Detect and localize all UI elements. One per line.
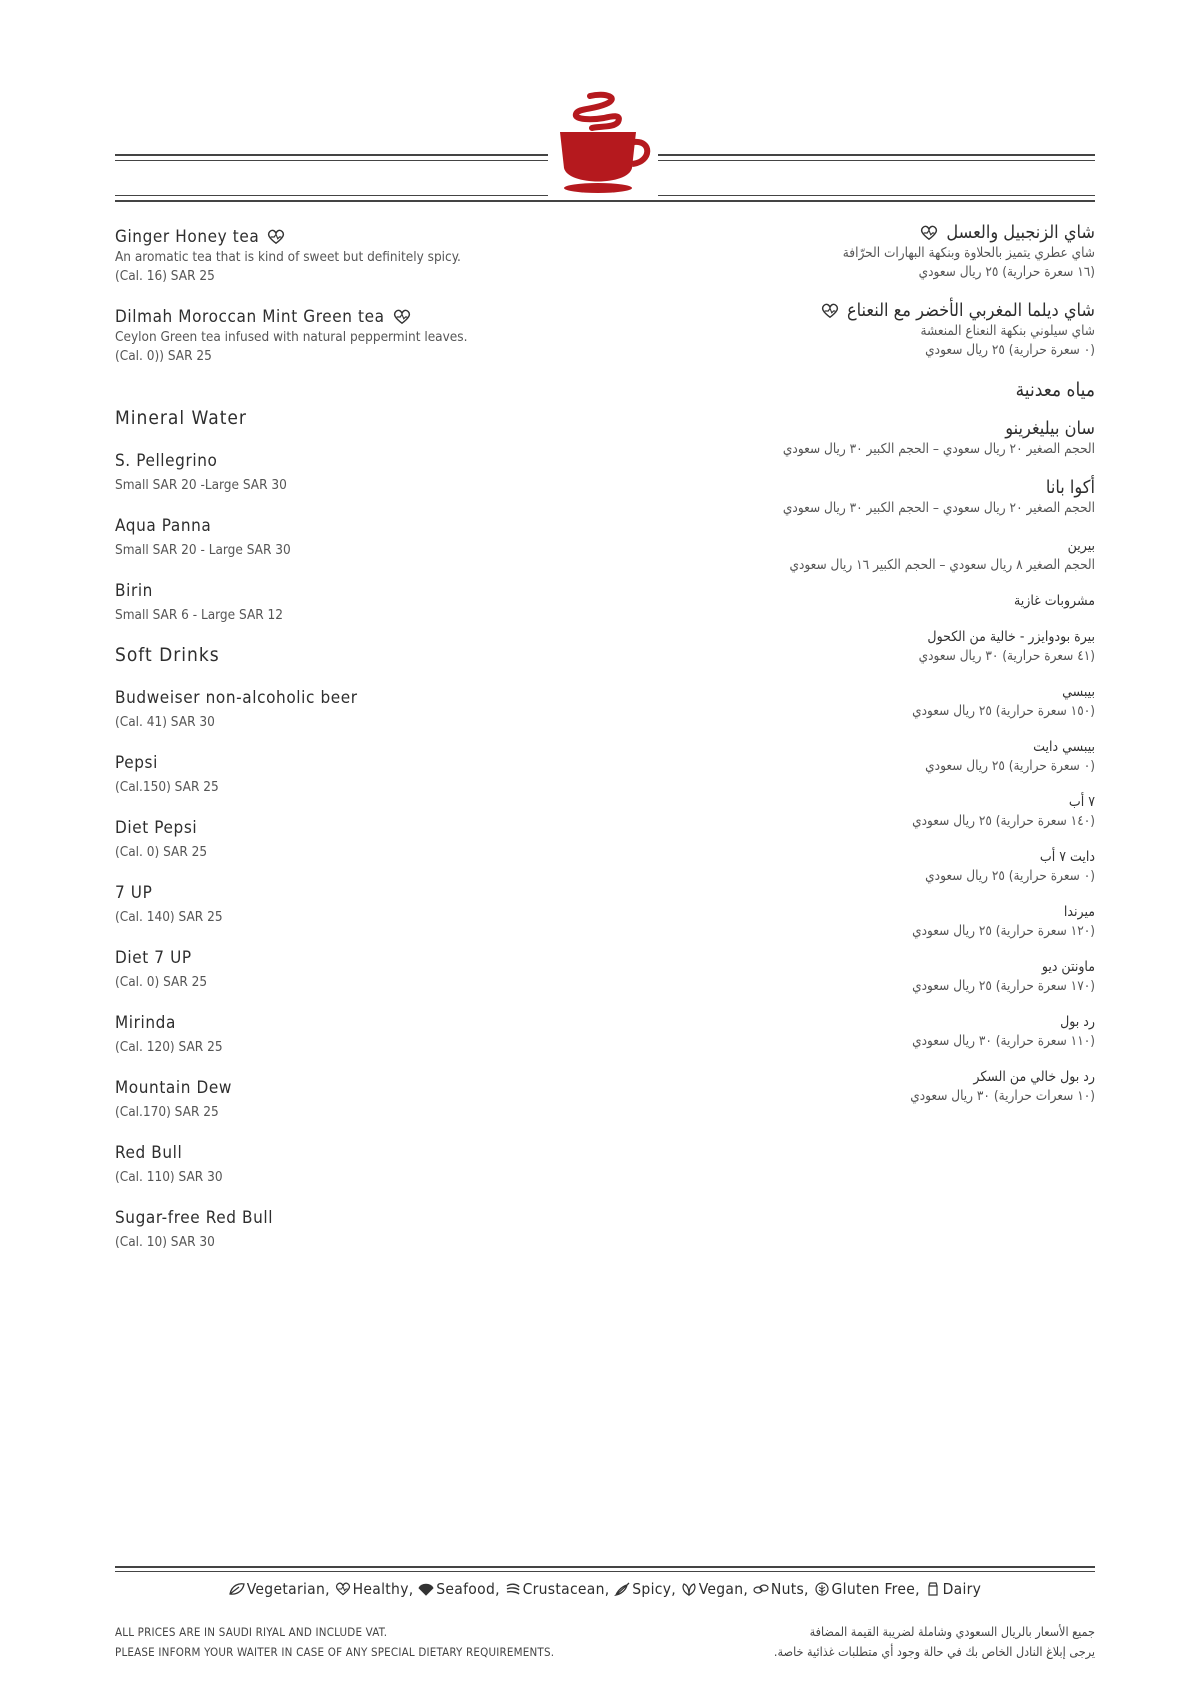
legend-gluten-free — [814, 1580, 920, 1598]
item-price: (١٤٠ سعرة حرارية) ٢٥ ريال سعودي — [912, 813, 1095, 829]
item-name: Birin — [115, 581, 153, 601]
footer-dietary-note: PLEASE INFORM YOUR WAITER IN CASE OF ANY SPECIAL DIETARY REQUIREMENTS. — [115, 1645, 555, 1659]
item-name: ميرندا — [1063, 904, 1095, 920]
item-description: An aromatic tea that is kind of sweet but definitely spicy. — [115, 249, 461, 265]
nuts-icon — [753, 1582, 769, 1596]
item-price: (١٠ سعرات حرارية) ٣٠ ريال سعودي — [910, 1088, 1095, 1104]
item-price: الحجم الصغير ٨ ريال سعودي – الحجم الكبير ١٦ ريال سعودي — [789, 557, 1095, 573]
legend-label: Dairy — [942, 1580, 982, 1598]
section-title-mineral-water: Mineral Water — [115, 407, 247, 429]
leaf-icon — [229, 1582, 245, 1596]
coffee-cup-icon — [548, 90, 658, 200]
item-name: ماونتن ديو — [1041, 959, 1095, 975]
item-name: 7 UP — [115, 883, 153, 903]
item-price: (Cal. 41) SAR 30 — [115, 714, 215, 730]
healthy-heart-icon — [267, 229, 285, 245]
legend-spicy — [614, 1580, 676, 1598]
menu-item-dilmah-mint-tea-ar — [575, 300, 1095, 360]
menu-item-diet-pepsi — [115, 817, 635, 862]
item-name: S. Pellegrino — [115, 451, 218, 471]
menu-item-mirinda — [115, 1012, 635, 1057]
item-name: Diet Pepsi — [115, 818, 198, 838]
menu-item-s-pellegrino-ar — [575, 418, 1095, 459]
legend-label: Seafood, — [436, 1580, 500, 1598]
legend-seafood — [418, 1580, 500, 1598]
menu-item-sugar-free-red-bull-ar — [575, 1067, 1095, 1106]
item-price: (٠ سعرة حرارية) ٢٥ ريال سعودي — [925, 758, 1095, 774]
legend-vegan — [681, 1580, 748, 1598]
item-price: (١٥٠ سعرة حرارية) ٢٥ ريال سعودي — [912, 703, 1095, 719]
legend-crustacean — [505, 1580, 610, 1598]
item-price: (Cal. 0) SAR 25 — [115, 974, 208, 990]
legend-label: Crustacean, — [522, 1580, 610, 1598]
section-title-soft-drinks: Soft Drinks — [115, 644, 220, 666]
menu-item-pepsi-ar — [575, 682, 1095, 721]
item-name: Sugar-free Red Bull — [115, 1208, 274, 1228]
menu-item-birin-ar — [575, 536, 1095, 575]
footer-notes-en — [115, 1622, 554, 1662]
item-price: (٤١ سعرة حرارية) ٣٠ ريال سعودي — [918, 648, 1095, 664]
item-price: (١١٠ سعرة حرارية) ٣٠ ريال سعودي — [912, 1033, 1095, 1049]
healthy-heart-icon — [393, 309, 411, 325]
item-name: رد بول — [1060, 1014, 1095, 1030]
menu-item-pepsi — [115, 752, 635, 797]
item-price: (Cal. 10) SAR 30 — [115, 1234, 215, 1250]
gluten-free-icon — [814, 1582, 830, 1596]
item-price: Small SAR 20 - Large SAR 30 — [115, 542, 291, 558]
item-name: Ginger Honey tea — [115, 227, 260, 247]
menu-item-aqua-panna — [115, 515, 635, 560]
menu-item-budweiser — [115, 687, 635, 732]
menu-item-birin — [115, 580, 635, 625]
legend-label: Vegan, — [698, 1580, 749, 1598]
item-name: سان بيليغرينو — [1005, 418, 1095, 439]
item-name: شاي ديلما المغربي الأخضر مع النعناع — [846, 300, 1095, 321]
item-price: (Cal. 120) SAR 25 — [115, 1039, 223, 1055]
footer-vat-note: ALL PRICES ARE IN SAUDI RIYAL AND INCLUDE VAT. — [115, 1625, 388, 1639]
menu-item-s-pellegrino — [115, 450, 635, 495]
item-name: Pepsi — [115, 753, 158, 773]
menu-item-ginger-honey-tea — [115, 226, 635, 286]
item-name: أكوا بانا — [1045, 477, 1095, 498]
item-price: (Cal. 110) SAR 30 — [115, 1169, 223, 1185]
healthy-heart-icon — [920, 225, 938, 241]
menu-item-diet-7up-ar — [575, 847, 1095, 886]
footer-vat-note-ar: جميع الأسعار بالريال السعودي وشاملة لضريبة القيمة المضافة — [809, 1624, 1095, 1639]
item-price: (١٦ سعرة حرارية) ٢٥ ريال سعودي — [918, 264, 1095, 280]
menu-item-budweiser-ar — [575, 627, 1095, 666]
item-description: Ceylon Green tea infused with natural peppermint leaves. — [115, 329, 468, 345]
item-price: Small SAR 6 - Large SAR 12 — [115, 607, 283, 623]
menu-item-sugar-free-red-bull — [115, 1207, 635, 1252]
legend-label: Gluten Free, — [831, 1580, 920, 1598]
menu-item-mountain-dew-ar — [575, 957, 1095, 996]
menu-item-dilmah-mint-tea — [115, 306, 635, 366]
item-name: بيرة بودوايزر - خالية من الكحول — [927, 629, 1095, 645]
shell-icon — [418, 1582, 434, 1596]
item-price: (٠ سعرة حرارية) ٢٥ ريال سعودي — [925, 342, 1095, 358]
legend-label: Healthy, — [352, 1580, 414, 1598]
menu-item-ginger-honey-tea-ar — [575, 222, 1095, 282]
item-name: ٧ أب — [1068, 794, 1095, 810]
crustacean-icon — [505, 1582, 521, 1596]
menu-item-diet-7up — [115, 947, 635, 992]
item-price: الحجم الصغير ٢٠ ريال سعودي – الحجم الكبير ٣٠ ريال سعودي — [782, 441, 1095, 457]
footer-dietary-note-ar: يرجى إبلاغ النادل الخاص بك في حالة وجود أي متطلبات غذائية خاصة. — [773, 1644, 1095, 1659]
item-price: (Cal. 140) SAR 25 — [115, 909, 223, 925]
vegan-leaf-icon — [681, 1582, 697, 1596]
item-price: (Cal. 0) SAR 25 — [115, 844, 208, 860]
legend-nuts — [753, 1580, 809, 1598]
item-name: Red Bull — [115, 1143, 183, 1163]
english-menu-column — [115, 226, 635, 1252]
legend-label: Spicy, — [632, 1580, 676, 1598]
footer-rule-2 — [115, 1571, 1095, 1572]
menu-item-7up-ar — [575, 792, 1095, 831]
menu-item-mountain-dew — [115, 1077, 635, 1122]
item-price: (Cal.170) SAR 25 — [115, 1104, 219, 1120]
menu-item-7up — [115, 882, 635, 927]
item-price: (٠ سعرة حرارية) ٢٥ ريال سعودي — [925, 868, 1095, 884]
menu-item-aqua-panna-ar — [575, 477, 1095, 518]
arabic-menu-column — [575, 222, 1095, 1106]
item-name: شاي الزنجبيل والعسل — [946, 222, 1095, 243]
item-price: (Cal.150) SAR 25 — [115, 779, 219, 795]
menu-item-red-bull — [115, 1142, 635, 1187]
footer-notes-ar — [774, 1622, 1095, 1662]
item-name: Diet 7 UP — [115, 948, 192, 968]
item-name: بيبسي — [1062, 684, 1095, 700]
milk-carton-icon — [925, 1582, 941, 1596]
item-price: Small SAR 20 -Large SAR 30 — [115, 477, 287, 493]
item-name: بيرين — [1067, 538, 1095, 554]
legend-vegetarian — [229, 1580, 330, 1598]
item-name: رد بول خالي من السكر — [973, 1069, 1095, 1085]
item-name: دايت ٧ أب — [1039, 849, 1095, 865]
menu-item-diet-pepsi-ar — [575, 737, 1095, 776]
menu-item-red-bull-ar — [575, 1012, 1095, 1051]
legend-healthy — [335, 1580, 414, 1598]
item-name: Budweiser non-alcoholic beer — [115, 688, 358, 708]
item-price: (١٢٠ سعرة حرارية) ٢٥ ريال سعودي — [912, 923, 1095, 939]
item-price: (Cal. 16) SAR 25 — [115, 268, 215, 284]
menu-item-mirinda-ar — [575, 902, 1095, 941]
healthy-heart-icon — [335, 1582, 351, 1596]
dietary-legend — [115, 1580, 1095, 1598]
item-description: شاي عطري يتميز بالحلاوة وبنكهة البهارات الحرّافة — [842, 245, 1095, 261]
chili-icon — [614, 1582, 630, 1596]
item-price: (Cal. 0)) SAR 25 — [115, 348, 212, 364]
footer-rule-1 — [115, 1566, 1095, 1568]
healthy-heart-icon — [821, 303, 839, 319]
item-name: Mountain Dew — [115, 1078, 233, 1098]
section-title-mineral-water-ar: مياه معدنية — [1015, 379, 1095, 401]
legend-label: Vegetarian, — [246, 1580, 330, 1598]
legend-dairy — [925, 1580, 982, 1598]
item-name: بيبسي دايت — [1033, 739, 1095, 755]
header-rule-bottom-2 — [115, 200, 1095, 202]
section-title-soft-drinks-ar: مشروبات غازية — [1014, 593, 1095, 609]
item-name: Aqua Panna — [115, 516, 212, 536]
item-price: (١٧٠ سعرة حرارية) ٢٥ ريال سعودي — [912, 978, 1095, 994]
item-name: Dilmah Moroccan Mint Green tea — [115, 307, 385, 327]
item-description: شاي سيلوني بنكهة النعناع المنعشة — [920, 323, 1095, 339]
legend-label: Nuts, — [770, 1580, 809, 1598]
item-price: الحجم الصغير ٢٠ ريال سعودي – الحجم الكبير ٣٠ ريال سعودي — [782, 500, 1095, 516]
item-name: Mirinda — [115, 1013, 176, 1033]
